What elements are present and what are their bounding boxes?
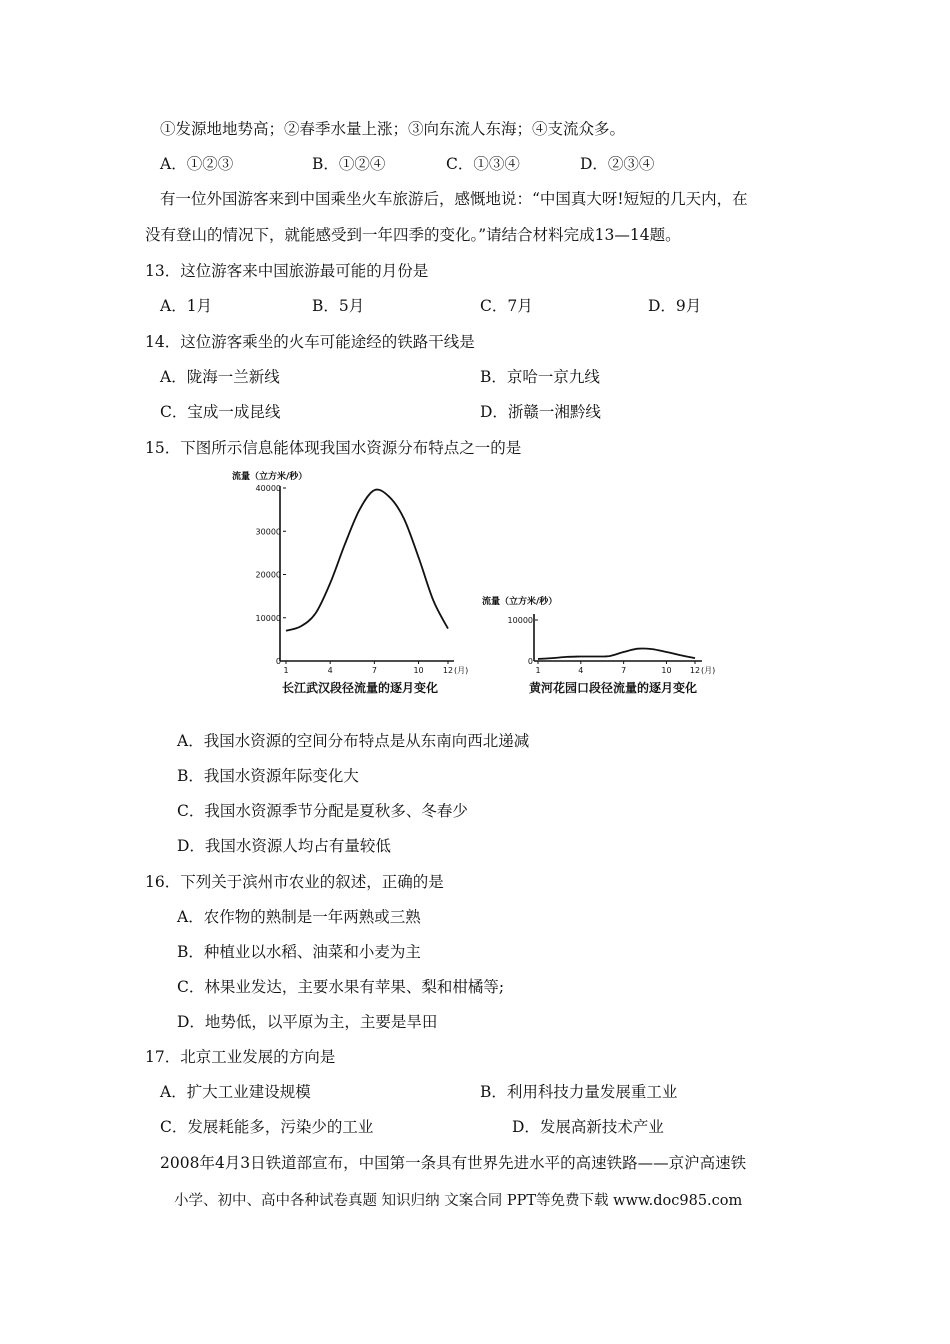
yangtze-xtick-label: 1 <box>283 666 289 675</box>
option-b: B．①②④ <box>312 155 386 173</box>
q15-option-c: C．我国水资源季节分配是夏秋多、冬春少 <box>177 802 468 820</box>
passage-railway: 2008年4月3日铁道部宣布，中国第一条具有世界先进水平的高速铁路——京沪高速铁 <box>160 1154 747 1172</box>
option-c: C．①③④ <box>446 155 520 173</box>
yellow-xtick-label: 1 <box>535 666 541 675</box>
yellow-ylabel: 流量（立方米/秒） <box>482 597 558 607</box>
question-13-stem: 13．这位游客来中国旅游最可能的月份是 <box>145 262 429 280</box>
q17-option-d: D．发展高新技术产业 <box>512 1118 664 1136</box>
yangtze-xtick-label: 12 <box>442 666 454 675</box>
q14-option-b: B．京哈一京九线 <box>480 368 600 386</box>
question-14-stem: 14．这位游客乘坐的火车可能途经的铁路干线是 <box>145 333 475 351</box>
question-16-stem: 16．下列关于滨州市农业的叙述，正确的是 <box>145 873 444 891</box>
yangtze-xtick-label: 7 <box>371 666 377 675</box>
yellow-xtick-label: 7 <box>621 666 627 675</box>
q16-option-c: C．林果业发达，主要水果有苹果、梨和柑橘等; <box>177 978 505 996</box>
q13-option-a: A．1月 <box>160 297 213 315</box>
yellow-river-chart <box>482 595 715 695</box>
q14-option-a: A．陇海一兰新线 <box>160 368 280 386</box>
yangtze-title: 长江武汉段径流量的逐月变化 <box>282 681 439 695</box>
yellow-title: 黄河花园口段径流量的逐月变化 <box>529 681 698 695</box>
yangtze-xtick-label: 10 <box>413 666 424 675</box>
yellow-ytick-label: 0 <box>527 657 533 666</box>
yangtze-ytick-label: 20000 <box>255 570 281 580</box>
q17-option-a: A．扩大工业建设规模 <box>160 1083 311 1101</box>
q14-option-d: D．浙赣一湘黔线 <box>480 403 601 421</box>
page-footer: 小学、初中、高中各种试卷真题 知识归纳 文案合同 PPT等免费下载 www.doc985.com <box>174 1193 743 1209</box>
q16-option-b: B．种植业以水稻、油菜和小麦为主 <box>177 943 421 961</box>
yangtze-chart <box>232 470 468 695</box>
q15-option-d: D．我国水资源人均占有量较低 <box>177 837 391 855</box>
yellow-xunit: (月) <box>701 666 716 675</box>
q13-option-b: B．5月 <box>312 297 365 315</box>
q16-option-a: A．农作物的熟制是一年两熟或三熟 <box>177 908 421 926</box>
question-17-stem: 17．北京工业发展的方向是 <box>145 1048 336 1066</box>
yellow-xtick-label: 4 <box>578 666 584 675</box>
q14-option-c: C．宝成一成昆线 <box>160 403 281 421</box>
yangtze-ytick-label: 40000 <box>255 484 281 493</box>
q15-option-a: A．我国水资源的空间分布特点是从东南向西北递减 <box>177 732 530 750</box>
passage-line-1: 有一位外国游客来到中国乘坐火车旅游后，感慨地说：“中国真大呀!短短的几天内，在 <box>160 190 748 208</box>
yellow-series-line <box>538 648 695 658</box>
q16-option-d: D．地势低，以平原为主，主要是旱田 <box>177 1013 438 1031</box>
yangtze-xunit: (月) <box>454 666 469 675</box>
q17-option-c: C．发展耗能多，污染少的工业 <box>160 1118 374 1136</box>
yangtze-ytick-label: 0 <box>275 657 281 666</box>
statement-list: ①发源地地势高；②春季水量上涨；③向东流人东海；④支流众多。 <box>160 120 626 138</box>
q13-option-d: D．9月 <box>648 297 702 315</box>
yellow-ytick-label: 10000 <box>507 616 533 625</box>
q13-option-c: C．7月 <box>480 297 533 315</box>
yellow-xtick-label: 12 <box>689 666 701 675</box>
yangtze-xtick-label: 4 <box>327 666 333 675</box>
yangtze-ytick-label: 10000 <box>255 613 281 623</box>
yangtze-ylabel: 流量（立方米/秒） <box>232 472 308 482</box>
q17-option-b: B．利用科技力量发展重工业 <box>480 1083 678 1101</box>
option-d: D．②③④ <box>580 155 655 173</box>
yangtze-ytick-label: 30000 <box>255 527 281 537</box>
runoff-charts <box>220 466 730 702</box>
yellow-xtick-label: 10 <box>661 666 672 675</box>
question-15-stem: 15．下图所示信息能体现我国水资源分布特点之一的是 <box>145 439 522 457</box>
q15-option-b: B．我国水资源年际变化大 <box>177 767 359 785</box>
option-a: A．①②③ <box>160 155 234 173</box>
passage-line-2: 没有登山的情况下，就能感受到一年四季的变化。”请结合材料完成13—14题。 <box>145 226 681 244</box>
yangtze-series-line <box>286 490 448 631</box>
